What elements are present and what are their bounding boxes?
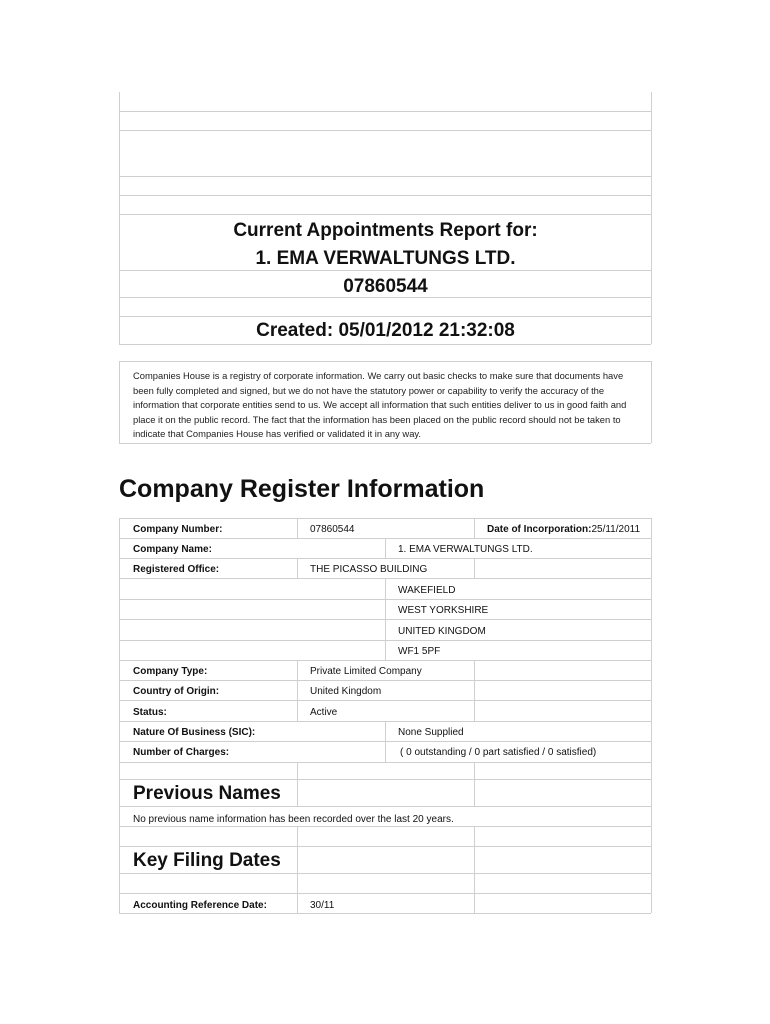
company-type-label: Company Type: — [133, 666, 208, 677]
accounting-reference-value: 30/11 — [310, 900, 335, 911]
company-name-value: 1. EMA VERWALTUNGS LTD. — [398, 544, 533, 555]
sic-label: Nature Of Business (SIC): — [133, 727, 256, 738]
address-line-2: WAKEFIELD — [398, 585, 456, 596]
status-label: Status: — [133, 707, 167, 718]
key-filing-dates-title: Key Filing Dates — [133, 850, 281, 871]
country-value: United Kingdom — [310, 686, 382, 697]
previous-names-text: No previous name information has been recorded over the last 20 years. — [133, 814, 454, 825]
address-line-4: UNITED KINGDOM — [398, 626, 486, 637]
charges-value: ( 0 outstanding / 0 part satisfied / 0 satisfied) — [400, 747, 597, 758]
registered-office-label: Registered Office: — [133, 564, 220, 575]
company-number-label: Company Number: — [133, 524, 223, 535]
charges-label: Number of Charges: — [133, 747, 230, 758]
company-number-value: 07860544 — [310, 524, 355, 535]
company-name-label: Company Name: — [133, 544, 212, 555]
company-register-title: Company Register Information — [119, 475, 485, 503]
incorporation-date-value: 25/11/2011 — [591, 524, 641, 535]
accounting-reference-label: Accounting Reference Date: — [133, 900, 267, 911]
status-value: Active — [310, 707, 338, 718]
country-label: Country of Origin: — [133, 686, 220, 697]
company-type-value: Private Limited Company — [310, 666, 422, 677]
previous-names-title: Previous Names — [133, 783, 281, 804]
incorporation-date-label: Date of Incorporation:25/11/2011 — [487, 524, 641, 535]
report-created-date: Created: 05/01/2012 21:32:08 — [256, 320, 515, 341]
disclaimer-text: Companies House is a registry of corporate information. We carry out basic checks to make sure that documents have been fully completed and signed, but we do not have the statutory power or capability to verify the accuracy of the information that corporate entities send to us. We accept all information that such entities deliver to us in good faith and place it on the public record. The fact that the information has been placed on the public record should not be taken to indicate that Companies House has verified or validated it in any way. — [133, 370, 627, 440]
report-heading: Current Appointments Report for: — [233, 220, 538, 241]
address-line-5: WF1 5PF — [398, 646, 441, 657]
address-line-1: THE PICASSO BUILDING — [310, 564, 428, 575]
address-line-3: WEST YORKSHIRE — [398, 605, 489, 616]
report-company-name: 1. EMA VERWALTUNGS LTD. — [255, 248, 516, 269]
report-company-number: 07860544 — [343, 276, 428, 297]
sic-value: None Supplied — [398, 727, 464, 738]
